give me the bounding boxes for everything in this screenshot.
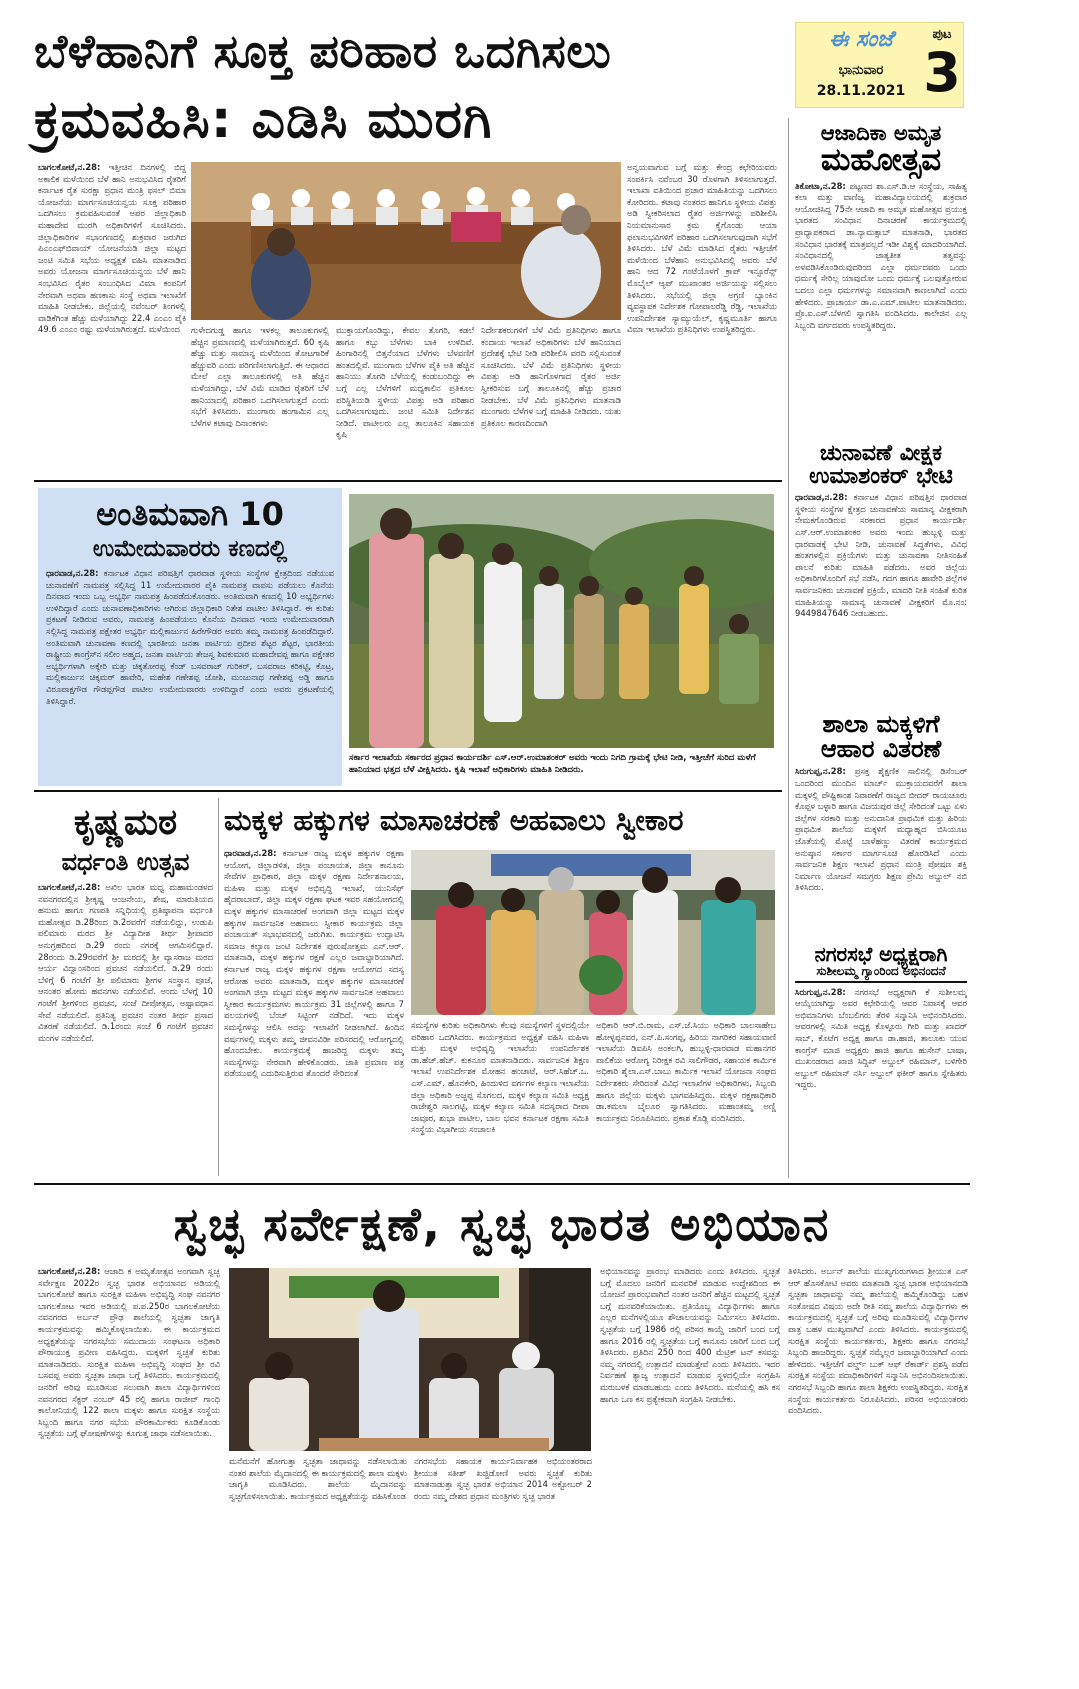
meeting-photo-illustration xyxy=(191,162,621,320)
children-event-photo xyxy=(411,850,775,1015)
krishna-body xyxy=(38,882,213,1168)
swachh-col-5 xyxy=(788,1266,968,1674)
sidebar-3-text: ಪ್ರಸಕ್ತ ಶೈಕ್ಷಣಿಕ ಸಾಲಿನಲ್ಲಿ ಡಿಸೆಂಬರ್ ಒಂದರಿಂದ ಮುಂದಿನ ಮಾರ್ಚ್ ಮುಕ್ತಾಯದವರೆಗೆ ಶಾಲಾ ಮಕ್ಕಳಲ್ಲಿ ಪೌಷ್ಟಿಕಾಂಶ ನಿವಾರಣೆಗೆ ರಾಜ್ಯದ ಬೀದರ್ ರಾಯಚೂರು ಕೊಪ್ಪಳ ಬಳ್ಳಾರಿ ಹಾಗೂ ವಿಜಯಪುರ ಜಿಲ್ಲೆ ಸೇರಿದಂತೆ ಒಟ್ಟು ಏಳು ಜಿಲ್ಲೆಗಳ ಸರಕಾರಿ ಮತ್ತು ಅನುದಾನಿತ ಪ್ರಾಥಮಿಕ ಮತ್ತು ಹಿರಿಯ ಪ್ರಾಥಮಿಕ ಶಾಲೆಯ ಮಕ್ಕಳಿಗೆ ಮಧ್ಯಾಹ್ನದ ಬಿಸಿಯೂಟ ಜೊತೆಯಲ್ಲಿ ಮೊಟ್ಟೆ ಬಾಳೆಹಣ್ಣು ವಿತರಣೆ ಕಾರ್ಯಕ್ರಮದ ಅನುಷ್ಠಾನ ಸರ್ಕಾರ ಮಾರ್ಗಸೂಚಿ ಹೊರಡಿಸಿದೆ ಎಂದು ಸಾರ್ವಜನಿಕ ಶಿಕ್ಷಣ ಇಲಾಖೆ ಪ್ರಧಾನ ಮಂತ್ರಿ ಪೋಷಣ ಶಕ್ತಿ ನಿರ್ಮಾಣ ಯೋಜನೆ ಸಮಗ್ರರು ಶಿಕ್ಷಣ ಪ್ರೇಮಿ ಅಬ್ದುಲ್ ನಬಿ ತಿಳಿಸಿದರು. xyxy=(795,766,967,893)
lead-col-1 xyxy=(38,162,186,474)
lead-headline-line1: ಬೆಳೆಹಾನಿಗೆ ಸೂಕ್ತ ಪರಿಹಾರ ಒದಗಿಸಲು xyxy=(34,24,612,78)
krishna-story xyxy=(38,800,213,1180)
sidebar-1-headline-line1: ಆಜಾದಿಕಾ ಅಮೃತ xyxy=(820,121,942,145)
swachh-col4-text: ಅಭಿಯಾನವನ್ನು ಪ್ರಾರಂಭ ಮಾಡಿದರು ಎಂದು ತಿಳಿಸಿದರು. ಸ್ವಚ್ಛತೆ ಬಗ್ಗೆ ಮೊದಲು ಜನರಿಗೆ ಮನವರಿಕೆ ಮಾಡುವ ಉದ್ದೇಶದಿಂದ ಈ ಯೋಜನೆ ಪ್ರಾರಂಭವಾಗಿದೆ ನಂತರ ಜನರಿಗೆ ಹೆಚ್ಚಿನ ಮಟ್ಟದಲ್ಲಿ ಸ್ವಚ್ಛತೆ ಬಗ್ಗೆ ಮನವರಿಕೆಯಾಯಿತು. ಪ್ರತಿಯೊಬ್ಬ ವಿದ್ಯಾರ್ಥಿಗಳು ಹಾಗೂ ಎಲ್ಲರ ಮನೆಗಳಲ್ಲಿಯೂ ಶೌಚಾಲಯವನ್ನು ನಿರ್ಮಿಸಲು ತಿಳಿಸಿದರು. ಸ್ವಚ್ಛತೆಯ ಬಗ್ಗೆ 1986 ರಲ್ಲಿ ಪರಿಸರ ಕಾಯ್ದೆ ಜಾರಿಗೆ ಬಂದ ಬಗ್ಗೆ ಹಾಗೂ 2016 ರಲ್ಲಿ ಸ್ವಚ್ಛತೆಯ ಬಗ್ಗೆ ಕಾನೂನು ಜಾರಿಗೆ ಬಂದ ಬಗ್ಗೆ ತಿಳಿಸಿದರು. ಪ್ರತಿದಿನ 250 ರಿಂದ 400 ಮೆಟ್ರಿಕ್ ಟನ್ ಕಸವನ್ನು ನಮ್ಮ ನಗರದಲ್ಲಿ ಉತ್ಪಾದನೆ ಮಾಡುತ್ತೇವೆ ಎಂದು ತಿಳಿಸಿದರು. ಇದರ ನಿರ್ವಹಣೆ ತ್ಯಾಜ್ಯ ಉತ್ಪಾದನೆ ಮಾಡುವ ಸ್ಥಳದಲ್ಲಿಯೇ ಸಂಗ್ರಹಿಸಿ ಮರುಬಳಕೆ ಮಾಡಬಹುದು ಎಂದು ತಿಳಿಸಿದರು. ಮನೆಯಲ್ಲಿ ಹಸಿ ಕಸ ಹಾಗೂ ಒಣ ಕಸ ಪ್ರತ್ಯೇಕವಾಗಿ ಸಂಗ್ರಹಿಸಿ ನೀಡಬೇಕು. xyxy=(600,1266,780,1404)
children-col-2 xyxy=(411,1020,589,1176)
sidebar-4-body xyxy=(795,987,967,1167)
divider-bottom-section xyxy=(34,1183,970,1185)
lead-photo-meeting xyxy=(191,162,621,320)
swachh-event-photo xyxy=(229,1268,591,1451)
sidebar-1-body xyxy=(795,181,967,417)
children-photo-illustration xyxy=(411,850,775,1015)
swachh-col1-text: ಆಜಾದಿ ಕ ಅಮೃತೋತ್ಸವ ಅಂಗವಾಗಿ ಸ್ವಚ್ಛ ಸರ್ವೇಕ್ಷಣ 2022ರ ಸ್ವಚ್ಛ ಭಾರತ ಅಭಿಯಾನದ ಅಡಿಯಲ್ಲಿ ಬಾಗಲಕೋಟೆ ಹಾಗೂ ಸುರಕ್ಷಿತ ಮಹಿಳಾ ಅಭಿವೃದ್ಧಿ ಸಂಘ ನವನಗರ ಬಾಗಲಕೋಟ ಇವರ ಅಡಿಯಲ್ಲಿ ಪ.ಪ.250ರ ಬಾಗಲಕೋಟೆಯ ನವನಗರದ ಅರ್ಬನ್ ಪ್ರೌಢ ಶಾಲೆಯಲ್ಲಿ ಸ್ವಚ್ಛತಾ ಜಾಗೃತಿ ಕಾರ್ಯಕ್ರಮವನ್ನು ಹಮ್ಮಿಕೊಳ್ಳಲಾಯಿತು. ಈ ಕಾರ್ಯಕ್ರಮದ ಅಧ್ಯಕ್ಷತೆಯನ್ನು ನಗರಸಭೆಯ ಸಮುದಾಯ ಸಂಘಟನಾ ಅಧಿಕಾರಿ ಪೌರಾಯುಕ್ತ ಪ್ರವೀಣ ವಹಿಸಿದ್ದರು. ಮಕ್ಕಳಿಗೆ ಸ್ವಚ್ಛತೆ ಕುರಿತು ಮಾತನಾಡಿದರು. ಸುರಕ್ಷಿತ ಮಹಿಳಾ ಅಭಿವೃದ್ಧಿ ಸಂಘದ ಶ್ರೀ ರವಿ ಬಸವಪ್ಪ ಅವರು ಸ್ವಚ್ಛತಾ ಜಾಥಾ ಬಗ್ಗೆ ತಿಳಿಸಿದರು. ಕಾರ್ಯಕ್ರಮದಲ್ಲಿ ಜನರಿಗೆ ಅರಿವು ಮೂಡಿಸುವ ಸಲುವಾಗಿ ಶಾಲಾ ವಿದ್ಯಾರ್ಥಿಗಳಿಂದ ನವನಗರದ ಸೆಕ್ಟರ್ ನಂಬರ್ 45 ರಲ್ಲಿ ಹಾಗೂ ರಾಜೀವ್ ಗಾಂಧಿ ಕಾಲೋನಿಯಲ್ಲಿ 122 ಶಾಲಾ ಮಕ್ಕಳು ಹಾಗೂ ಸುರಕ್ಷಿತ ಸಂಸ್ಥೆಯ ಸಿಬ್ಬಂದಿ ಹಾಗೂ ನಗರ ಸಭೆಯ ಪೌರಕಾರ್ಮಿಕರು ಕೂಡಿಕೊಂಡು ಸ್ವಚ್ಛತೆಯ ಬಗ್ಗೆ ಘೋಷಣೆಗಳನ್ನು ಕೂಗುತ್ತ ಜಾಥಾ ನಡೆಸಲಾಯಿತು. xyxy=(38,1266,220,1439)
page-number: 3 xyxy=(923,41,961,104)
candidates-box xyxy=(38,488,342,786)
candidates-body xyxy=(46,568,334,776)
masthead-logo: ಈ ಸಂಜೆ xyxy=(829,27,893,52)
children-col-3 xyxy=(596,1020,776,1176)
children-col1-text: ಕರ್ನಾಟಕ ರಾಜ್ಯ ಮಕ್ಕಳ ಹಕ್ಕುಗಳ ರಕ್ಷಣಾ ಆಯೋಗ, ಜಿಲ್ಲಾಡಳಿತ, ಜಿಲ್ಲಾ ಪಂಚಾಯತ, ಜಿಲ್ಲಾ ಕಾನೂನು ಸೇವೆಗಳ ಪ್ರಾಧಿಕಾರ, ಜಿಲ್ಲಾ ಮಕ್ಕಳ ರಕ್ಷಣಾ ನಿರ್ದೇಶನಾಲಯ, ಮಹಿಳಾ ಮತ್ತು ಮಕ್ಕಳ ಅಭಿವೃದ್ಧಿ ಇಲಾಖೆ, ಯುನಿಸೆಫ್ ಹೈದರಾಬಾದ್, ಜಿಲ್ಲಾ ಮಕ್ಕಳ ರಕ್ಷಣಾ ಘಟಕ ಇವರ ಸಹಯೋಗದಲ್ಲಿ ಮಕ್ಕಳ ಹಕ್ಕುಗಳ ಮಾಸಾಚರಣೆ ಅಂಗವಾಗಿ ಜಿಲ್ಲಾ ಮಟ್ಟದ ಮಕ್ಕಳ ಹಕ್ಕುಗಳ ಸಾರ್ವಜನಿಕ ಅಹವಾಲು ಸ್ವೀಕಾರ ಕಾರ್ಯಕ್ರಮ ಜಿಲ್ಲಾ ಪಂಚಾಯತ್ ಸಭಾಭವನದಲ್ಲಿ ಜರುಗಿತು. ಕಾರ್ಯಕ್ರಮ ಉದ್ಘಾಟಿಸಿ ಸಮಾಜ ಕಲ್ಯಾಣ ಜಂಟಿ ನಿರ್ದೇಶಕ ಪುರುಷೋತ್ತಮ ಎನ್.ಆರ್. ಮಾತನಾಡಿ, ಮಕ್ಕಳ ಹಕ್ಕುಗಳ ರಕ್ಷಣೆ ಎಲ್ಲರ ಜವಾಬ್ದಾರಿಯಾಗಿದೆ. ಕರ್ನಾಟಕ ರಾಜ್ಯ ಮಕ್ಕಳ ಹಕ್ಕುಗಳ ರಕ್ಷಣಾ ಆಯೋಗದ ಸದಸ್ಯ ಆರೋಹ ಅವರು ಮಾತನಾಡಿ, ಮಕ್ಕಳ ಹಕ್ಕುಗಳ ಮಾಸಾಚರಣೆ ಅಂಗವಾಗಿ ಜಿಲ್ಲಾ ಮಟ್ಟದ ಮಕ್ಕಳ ಹಕ್ಕುಗಳ ಸಾರ್ವಜನಿಕ ಅಹವಾಲು ಸ್ವೀಕಾರ ಕಾರ್ಯಕ್ರಮಗಳು ಕಾರ್ಯಕ್ರಮ 31 ಜಿಲ್ಲೆಗಳಲ್ಲಿ ಹಾಗೂ 7 ವಲಯಗಳಲ್ಲಿ ಬೆಂಚ್ ಸಿಟ್ಟಿಂಗ್ ನಡೆದಿದೆ. ಇದು ಮಕ್ಕಳ ಸಮಸ್ಯೆಗಳನ್ನು ಆಲಿಸಿ ಅದನ್ನು ಇಲಾಖೆಗೆ ನೀಡಲಾಗಿದೆ. ಹಿಂದಿನ ವರ್ಷಗಳಲ್ಲಿ ಮಕ್ಕಳು ತಮ್ಮ ಜೀವನವಿಡೀ ಪರಿಸರದಲ್ಲಿ ಆರೋಗ್ಯದಲ್ಲಿ ಹೊಂದಬೇಕು. ಕಾರ್ಯಕ್ರಮಕ್ಕೆ ಹಾಜರಿದ್ದ ಮಕ್ಕಳು ತಮ್ಮ ಸಮಸ್ಯೆಗಳನ್ನು ನೇರವಾಗಿ ಹೇಳಿಕೊಂಡರು. ಜಾತಿ ಪ್ರಮಾಣ ಪತ್ರ ಪಡೆಯುವಲ್ಲಿ ಎದುರಿಸುತ್ತಿರುವ ತೊಂದರೆ ಸೇರಿದಂತೆ xyxy=(224,848,404,1079)
lead-col1-text: ಇತ್ತೀಚಿನ ದಿನಗಳಲ್ಲಿ ಬಿದ್ದ ಅಕಾಲಿಕ ಮಳೆಯಿಂದ ಬೆಳೆ ಹಾನಿ ಅನುಭವಿಸಿದ ರೈತರಿಗೆ ಕರ್ನಾಟಕ ರೈತ ಸುರಕ್ಷಾ ಪ್ರಧಾನ ಮಂತ್ರಿ ಫಸಲ್ ಬಿಮಾ ಯೋಜನೆಯ ಮಾರ್ಗಸೂಚಿಯನ್ವಯ ಸೂಕ್ತ ಪರಿಹಾರ ಒದಗಿಸಲು ಕ್ರಮವಹಿಸುವಂತೆ ಅಪರ ಜಿಲ್ಲಾಧಿಕಾರಿ ಮಹಾದೇವ ಮುರಗಿ ಅಧಿಕಾರಿಗಳಿಗೆ ಸೂಚಿಸಿದರು. ಜಿಲ್ಲಾಧಿಕಾರಿಗಳ ಸಭಾಂಗಣದಲ್ಲಿ ಶುಕ್ರವಾರ ಜರುಗಿದ ಪಿಎಂಎಫ್‍ಬಿವಾಯ್ ಯೋಜನೆಯಡಿ ಜಿಲ್ಲಾ ಮಟ್ಟದ ಜಂಟಿ ಸಮಿತಿ ಸಭೆಯ ಅಧ್ಯಕ್ಷತೆ ವಹಿಸಿ ಮಾತನಾಡಿದ ಅವರು ಯೋಜನಾ ಮಾರ್ಗಸೂಚಿಯನ್ವಯ ಬೆಳೆ ಹಾನಿ ಸಂಭವಿಸಿದ ರೈತರ ಸಂಬಂಧಿಸಿದ ವಿಮಾ ಕಂಪನಿಗೆ ನೇರವಾಗಿ ಅಥವಾ ಹಣಕಾಸು ಸಂಸ್ಥೆ ಅಥವಾ ಇಲಾಖೆಗೆ ಮಾಹಿತಿ ನೀಡಬೇಕು. ಜಿಲ್ಲೆಯಲ್ಲಿ ನವೆಂಬರ್ ತಿಂಗಳಲ್ಲಿ ವಾಡಿಕೆಗಿಂತ ಹೆಚ್ಚು ಮಳೆಯಾಗಿದ್ದು 22.4 ಎಂಎಂ ಪೈಕಿ 49.6 ಎಂಎಂ ರಷ್ಟು ಮಳೆಯಾಗಿರುತ್ತದೆ. ಮಳೆಯಿಂದ xyxy=(38,162,186,335)
sidebar-2-headline-line2: ಉಮಾಶಂಕರ್ ಭೇಟಿ xyxy=(809,464,953,490)
swachh-col-3 xyxy=(414,1456,592,1674)
sidebar-3-body xyxy=(795,766,967,931)
sidebar-1-dateline: ತಿಕೋಟಾ,ನ.28: xyxy=(795,180,846,191)
lead-col5-text: ಅನ್ವಯವಾಗುವ ಬಗ್ಗೆ ಮತ್ತು ಕೇಂದ್ರ ಕಛೇರಿಯವರು ಸಂಪರ್ಕಿಸಿ ನವೆಂಬರ 30 ರೊಳಗಾಗಿ ತಿಳಿಸಲಾಗುತ್ತದೆ. ಇಲಾಖಾ ವತಿಯಿಂದ ಪ್ರಚಾರ ಮಾಹಿತಿಯನ್ನು ಒದಗಿಸಲು ಕೋರಿದರು. ಕಟಾವು ನಂತರದ ಹಾನಿಗೂ ಸ್ಥಳೀಯ ವಿಪತ್ತು ಅಡಿ ಸ್ವೀಕರಿಸಲಾದ ರೈತರ ಅರ್ಜಿಗಳನ್ನು ಪರಿಶೀಲಿಸಿ ನಿಯಮಾನುಸಾರ ಕ್ರಮ ಕೈಗೊಂಡು ಆಯಾ ಫಲಾನುಭವಿಗಳಿಗೆ ಪರಿಹಾರ ಒದಗಿಸಲಾಗುವುದಾಗಿ ಸಭೆಗೆ ತಿಳಿಸಿದರು. ಬೆಳೆ ವಿಮೆ ಮಾಡಿಸಿದ ರೈತರು ಇತ್ತೀಚೆಗೆ ಮಳೆಯಿಂದ ಬೆಳೆಹಾನಿ ಅನುಭವಿಸಿದಲ್ಲಿ ಅವರು ಬೆಳೆ ಹಾನಿ ಆದ 72 ಗಂಟೆಯೊಳಗೆ ಕ್ರಾಪ್ ಇನ್ಸೂರೆನ್ಸ್ ಮೊಬೈಲ್ ಆ್ಯಪ್ ಮುಖಾಂತರ ಅರ್ಜಿಯನ್ನು ಸಲ್ಲಿಸಲು ತಿಳಿಸಿದರು. ಸಭೆಯಲ್ಲಿ ಜಿಲ್ಲಾ ಅಗ್ರಣಿ ಬ್ಯಾಂಕಿನ ವ್ಯವಸ್ಥಾಪಕ ನಿರ್ದೇಶಕ ಗೋಪಾಲರೆಡ್ಡಿ ರೆಡ್ಡಿ, ಇಲಾಖೆಯ ಉಪನಿರ್ದೇಶಕ ಸ್ಯಾಮ್ಯುಯೆಲ್, ಕೃಷ್ಣಮೂರ್ತಿ ಹಾಗೂ ವಿಮಾ ಇಲಾಖೆಯ ಪ್ರತಿನಿಧಿಗಳು ಉಪಸ್ಥಿತರಿದ್ದರು. xyxy=(627,162,777,335)
sidebar-story-2 xyxy=(795,442,967,707)
sidebar-2-body xyxy=(795,492,967,697)
masthead-box xyxy=(795,22,964,108)
sidebar-4-dateline: ಸಿರುಗುಪ್ಪ,ನ.28: xyxy=(795,986,846,997)
sidebar-4-headline-line2: ಸುಶೀಲಮ್ಮ ಗ್ಯಾಂರಿಂದ ಅಭಿನಂದನೆ xyxy=(795,965,967,983)
krishna-headline-line2: ವರ್ಧಂತಿ ಉತ್ಸವ xyxy=(61,848,190,876)
lead-col3-text: ಮುಕ್ತಾಯಗೊಂಡಿದ್ದು, ಕೇವಲ ತೊಗರಿ, ಕಡಲೆ ಹಾಗೂ ಕಬ್ಬು ಬೆಳೆಗಳು ಬಾಕಿ ಉಳಿದಿವೆ. ಹಿಂಗಾರಿನಲ್ಲಿ ಬಿತ್ತನೆಯಾದ ಬೆಳೆಗಳು ಬೆಳವಣಿಗೆ ಹಂತದಲ್ಲಿವೆ. ಮುಂಗಾರು ಬೆಳೆಗಳ ಪೈಕಿ ಅತಿ ಹೆಚ್ಚಿನ ಹಾನಿಯು ತೊಗರಿ ಬೆಳೆಯಲ್ಲಿ ಕಂಡುಬಂದಿದ್ದು ಈ ಬಗ್ಗೆ ಎಲ್ಲ ಬೆಳೆಗಳಿಗೆ ಮಧ್ಯಕಾಲಿನ ಪ್ರತಿಕೂಲ ಪರಿಸ್ಥಿತಿಯಡಿ ಸ್ಥಳೀಯ ವಿಪತ್ತು ಅಡಿ ಪರಿಹಾರ ಒದಗಿಸಲಾಗುವುದು. ಜಂಟಿ ಸಮಿತಿ ನಿರ್ದೇಶನ ನೀಡಿದೆ. ಪಾಟೀಲರು ಎಲ್ಲ ತಾಲೂಕಿನ ಸಹಾಯಕ ಕೃಷಿ xyxy=(336,325,474,440)
sidebar-story-4 xyxy=(795,944,967,1176)
lead-col2-text: ಗುಳೇದಗುಡ್ಡ ಹಾಗೂ ಇಳಕಲ್ಲ ತಾಲೂಕುಗಳಲ್ಲಿ ಹೆಚ್ಚಿನ ಪ್ರಮಾಣದಲ್ಲಿ ಮಳೆಯಾಗಿರುತ್ತದೆ. 60 ಕೃಷಿ ಹೆಚ್ಚು ಮತ್ತು ಸಾಮಾನ್ಯ ಮಳೆಯಿಂದ ತೋಟಗಾರಿಕೆ ಹೆಚ್ಚುವರಿ ಎಂದು ಪರಿಗಣಿಸಲಾಗುತ್ತಿದೆ. ಈ ಆಧಾರದ ಮೇಲೆ ಎಲ್ಲಾ ತಾಲೂಕುಗಳಲ್ಲಿ ಅತಿ ಹೆಚ್ಚಿನ ಮಳೆಯಾಗಿದ್ದು, ಬೆಳೆ ವಿಮೆ ಮಾಡಿದ ರೈತರಿಗೆ ಬೆಳೆ ಹಾನಿಯಾದಲ್ಲಿ ಪರಿಹಾರ ಒದಗಿಸಲಾಗುತ್ತದೆ ಎಂದು ಸಭೆಗೆ ತಿಳಿಸಿದರು. ಮುಂಗಾರು ಹಂಗಾಮಿನ ಎಲ್ಲ ಬೆಳೆಗಳ ಕಟಾವು ದಿನಾಂಕಗಳು xyxy=(191,325,329,428)
divider-mid xyxy=(34,790,782,792)
candidates-dateline: ಧಾರವಾಡ,ನ.28: xyxy=(46,568,99,578)
swachh-col-4 xyxy=(600,1266,780,1674)
children-col-1 xyxy=(224,848,404,1176)
lead-col4-text: ನಿರ್ದೇಶಕರುಗಳಿಗೆ ಬೆಳೆ ವಿಮೆ ಪ್ರತಿನಿಧಿಗಳು ಹಾಗೂ ಕಂದಾಯ ಇಲಾಖೆ ಅಧಿಕಾರಿಗಳು ಬೆಳೆ ಹಾನಿಯಾದ ಪ್ರದೇಶಕ್ಕೆ ಭೇಟಿ ನೀಡಿ ಪರಿಶೀಲಿಸಿ ವರದಿ ಸಲ್ಲಿಸುವಂತೆ ಸೂಚಿಸಿದರು. ಬೆಳೆ ವಿಮೆ ಪ್ರತಿನಿಧಿಗಳು ಸ್ಥಳೀಯ ವಿಪತ್ತು ಅಡಿ ಹಾನಿಗೊಳಗಾದ ರೈತರ ಅರ್ಜಿ ಸ್ವೀಕರಿಸುವ ಬಗ್ಗೆ ತಾಲೂಕಿನಲ್ಲಿ ಹೆಚ್ಚು ಪ್ರಚಾರ ನೀಡಬೇಕು. ಬೆಳೆ ವಿಮೆ ಪ್ರತಿನಿಧಿಗಳು ಮಾತನಾಡಿ ಮುಂಗಾರು ಬೆಳೆಗಳ ಬಗ್ಗೆ ಮಾಹಿತಿ ನೀಡಿದರು. ಯತು ಪ್ರತಿಕೂಲ ಕಾರಣದಿಂದಾಗಿ xyxy=(481,325,621,428)
sidebar-3-dateline: ಸಿರುಗುಪ್ಪ,ನ.28: xyxy=(795,766,846,777)
children-col2-text: ಸಮಸ್ಯೆಗಳ ಕುರಿತು ಅಧಿಕಾರಿಗಳು ಕೆಲವು ಸಮಸ್ಯೆಗಳಿಗೆ ಸ್ಥಳದಲ್ಲಿಯೇ ಪರಿಹಾರ ಒದಗಿಸಿದರು. ಕಾರ್ಯಕ್ರಮದ ಅಧ್ಯಕ್ಷತೆ ವಹಿಸಿ ಮಹಿಳಾ ಮತ್ತು ಮಕ್ಕಳ ಅಭಿವೃದ್ಧಿ ಇಲಾಖೆಯ ಉಪನಿರ್ದೇಶಕ ಡಾ.ಹೆಚ್.ಹೆಚ್. ಕುಕನೂರ ಮಾತನಾಡಿದರು. ಸಾರ್ವಜನಿಕ ಶಿಕ್ಷಣ ಇಲಾಖೆ ಉಪನಿರ್ದೇಶಕ ಮೋಹನ ಹಂಚಾಟೆ, ಆರ್.ಸಿಹೆಚ್.ಒ. ಎಸ್.ಎಮ್. ಹೊನಕೇರಿ, ಹಿಂದುಳಿದ ವರ್ಗಗಳ ಕಲ್ಯಾಣ ಇಲಾಖೆಯ ಜಿಲ್ಲಾ ಅಧಿಕಾರಿ ಅಜ್ಜಪ್ಪ ಸೊಗಲದ, ಮಕ್ಕಳ ಕಲ್ಯಾಣ ಸಮಿತಿ ಅಧ್ಯಕ್ಷ ರಾಜೇಶ್ವರಿ ಸಾಲಗಟ್ಟಿ, ಮಕ್ಕಳ ಕಲ್ಯಾಣ ಸಮಿತಿ ಸದಸ್ಯರಾದ ದೀಪಾ ಜಾವೂರ, ಶುಭಾ ಪಾಟೀಲ, ಬಾಲ ಭವನ ಕರ್ನಾಟಕ ರಕ್ಷಣಾ ಸಮಿತಿ ಸಂಸ್ಥೆಯ ವಿಭಾಗೀಯ ಸಂಚಾಲಕಿ xyxy=(411,1020,589,1135)
candidates-text: ಕರ್ನಾಟಕ ವಿಧಾನ ಪರಿಷತ್ತಿಗೆ ಧಾರವಾಡ ಸ್ಥಳೀಯ ಸಂಸ್ಥೆಗಳ ಕ್ಷೇತ್ರದಿಂದ ನಡೆಯುವ ಚುನಾವಣೆಗೆ ನಾಮಪತ್ರ ಸಲ್ಲಿಸಿದ್ದ 11 ಉಮೇದುವಾರರ ಪೈಕಿ ನಾಮಪತ್ರ ವಾಪಸು ಪಡೆಯಲು ಕೊನೆಯ ದಿನವಾದ ಇಂದು ಒಬ್ಬ ಅಭ್ಯರ್ಥಿ ನಾಮಪತ್ರ ಹಿಂಪಡೆದುಕೊಂಡರು. ಅಂತಿಮವಾಗಿ ಕಣದಲ್ಲಿ 10 ಅಭ್ಯರ್ಥಿಗಳು ಉಳಿದಿದ್ದಾರೆ ಎಂದು ಚುನಾವಣಾಧಿಕಾರಿಗಳು ಆಗಿರುವ ಜಿಲ್ಲಾಧಿಕಾರಿ ನಿತೇಶ ಪಾಟೀಲ ತಿಳಿಸಿದ್ದಾರೆ. ಈ ಕುರಿತು ಪ್ರಕಟಣೆ ನೀಡಿರುವ ಅವರು, ನಾಮಪತ್ರ ಹಿಂಪಡೆಯಲು ಕೊನೆಯ ದಿನವಾದ ಇಂದು ಉಮೇದುವಾರರಾಗಿ ಸಲ್ಲಿಸಿದ್ದ ನಾಮಪತ್ರ ಪಕ್ಷೇತರ ಅಭ್ಯರ್ಥಿ ಮಲ್ಲಿಕಾರ್ಜುನ ಹಿರೇಗೌಡರ ಅವರು ತಮ್ಮ ನಾಮಪತ್ರ ಹಿಂಪಡೆದಿದ್ದಾರೆ. ಅಂತಿಮವಾಗಿ ಚುನಾವಣಾ ಕಣದಲ್ಲಿ ಭಾರತೀಯ ಜನತಾ ಪಾರ್ಟಿಯ ಪ್ರದೀಪ ಶೆಟ್ಟರ ಶೆಟ್ಟರ, ಭಾರತೀಯ ರಾಷ್ಟ್ರೀಯ ಕಾಂಗ್ರೆಸ್‍ನ ಸಲೀಂ ಅಹ್ಮದ, ಜನತಾ ಪಾರ್ಟಿಯ ತೇಜಸ್ವ ಶಿವಕುಮಾರ ಮಹಾದೇವಪ್ಪ ಹಾಗೂ ಪಕ್ಷೇತರ ಅಭ್ಯರ್ಥಿಗಳಾಗಿ ಅಕ್ಕೇರಿ ಮತ್ತು ಚಿಕ್ಕತೋರಪ್ಪ ಕೆಂಡ್ ಬಸವರಾಜ್ ಗುರಿಕರ್, ಬಸವರಾಜ ಕರಿಕಟ್ಟಿ, ಕೊಟ್ರ, ಮಲ್ಲಿಕಾರ್ಜುನ ಚಿಕ್ಕಮಠ್ ಹಾವೇರಿ, ಮಹೇಶ ಗಣೇಶಪ್ಪ ಜೋಶಿ, ಮಂಜುನಾಥ ಗಣೇಶಪ್ಪ ಅಡ್ಡಿ ಹಾಗೂ ವಿರೂಪಾಕ್ಷಗೌಡ ಗೌಡಪ್ಪಗೌಡ ಪಾಟೀಲ ಉಮೇದುವಾರರು ಉಳಿದಿದ್ದಾರೆ ಎಂದು ಅವರು ಪ್ರಕಟಣೆಯಲ್ಲಿ ತಿಳಿಸಿದ್ದಾರೆ. xyxy=(46,568,334,706)
sidebar-2-dateline: ಧಾರವಾಡ,ನ.28: xyxy=(795,492,848,503)
lead-headline-line2: ಕ್ರಮವಹಿಸಿ: ಎಡಿಸಿ ಮುರಗಿ xyxy=(34,90,493,150)
sidebar-3-headline-line2: ಆಹಾರ ವಿತರಣೆ xyxy=(820,735,942,764)
krishna-dateline: ಬಾಗಲಕೋಟೆ,ನ.28: xyxy=(38,882,101,892)
sidebar-1-text: ಪಟ್ಟಣದ ಶಾ.ಎಸ್.ಡಿ.ಆ ಸಂಸ್ಥೆಯ, ಸಾಹಿತ್ಯ ಕಲಾ ಮತ್ತು ವಾಣಿಜ್ಯ ಮಹಾವಿದ್ಯಾಲಯದಲ್ಲಿ ಶುಕ್ರವಾರ ಆಯೋಜಿಸಿದ್ದ 75ನೇ ಆಜಾದಿ ಕಾ ಅಮೃತ ಮಹೋತ್ಸವ ಪ್ರಯುಕ್ತ ಭಾರತದ ಸಂವಿಧಾನ ದಿನಾಚರಣೆ ಕಾರ್ಯಕ್ರಮದಲ್ಲಿ ಪ್ರಾಧ್ಯಾಪಕರಾದ ಡಾ.ನ್ಯಾಮತ್ಸಾಬ್ ಮಾತನಾಡಿ, ಭಾರತದ ಸಂವಿಧಾನ ಭಾರತಕ್ಕೆ ಮಾತ್ರವಲ್ಲದೆ ಇಡೀ ವಿಶ್ವಕ್ಕೆ ಮಾದರಿಯಾಗಿದೆ. ಸಂವಿಧಾನದಲ್ಲಿ ಜಾತ್ಯತೀತ ತತ್ವವನ್ನು ಅಳವಡಿಸಿಕೊಂಡಿರುವುದರಿಂದ ಎಲ್ಲಾ ಧರ್ಮದವರು ಒಂದು ಧರ್ಮಕ್ಕೆ ಸೇರಿಲ್ಲ ಯಾವುದೋ ಒಂದು ಧರ್ಮಕ್ಕೆ ಒಲವುತ್ತೋರುವ ಬದಲು ಎಲ್ಲಾ ಧರ್ಮಗಳನ್ನು ಸಮಾನವಾಗಿ ಕಾಣಲಾಗಿದೆ ಎಂದು ಹೇಳಿದರು. ಪ್ರಾಚಾರ್ಯ ಡಾ.ಎ.ಎಮ್.ಪಾಟೀಲ ಮಾತನಾಡಿದರು. ಪ್ರೊ.ಐ.ಎಸ್.ಬೆಳಗಲಿ ಸ್ವಾಗತಿಸಿ ವಂದಿಸಿದರು. ಕಾಲೇಜಿನ ಎಲ್ಲ ಸಿಬ್ಬಂದಿ ವರ್ಗದವರು ಉಪಸ್ಥಿತರಿದ್ದರು. xyxy=(795,180,967,330)
candidates-headline-line2: ಉಮೇದುವಾರರು ಕಣದಲ್ಲಿ xyxy=(92,536,288,562)
krishna-text: ಅಖಿಲ ಭಾರತ ಮಧ್ವ ಮಹಾಮಂಡಳದ ನವನಗರದಲ್ಲಿನ ಶ್ರೀಕೃಷ್ಣ ಆಂಜನೇಯ, ಶೇಷ, ಮಾರುತಿಯದ ಹನುಮ ಹಾಗೂ ಗಣಪತಿ ಸನ್ನಿಧಿಯಲ್ಲಿ ಪ್ರತಿಷ್ಠಾಪನಾ ವರ್ಧಂತಿ ಮಹೋತ್ಸವ ಡಿ.28ರಿಂದ ಡಿ.2ರವರೆಗೆ ನಡೆಯಲಿದ್ದು, ಉಡುಪಿ ಪಲಿಮಾರು ಮಠದ ಶ್ರೀ ವಿದ್ಯಾದೀಶ ತೀರ್ಥ ಶ್ರೀಪಾದರ ಅನುಗ್ರಹದಿಂದ ಡಿ.29 ರಂದು ನಗರಕ್ಕೆ ಆಗಮಿಸಲಿದ್ದಾರೆ. 28ರಂದು ಡಿ.29ರವರೆಗೆ ಶ್ರೀ ಮಠದಲ್ಲಿ ಶ್ರೀ ವ್ಯಾಸರಾಜ ಮಠದ ಆರ್ಯ ವಿದ್ವಾಂಸರಿಂದ ಪ್ರವಚನ ನಡೆಯಲಿದೆ. ಡಿ.29 ರಂದು ಬೆಳಿಗ್ಗೆ 6 ಗಂಟೆಗೆ ಶ್ರೀ ಪಲಿಮಾರು ಶ್ರೀಗಳ ಸಂಸ್ಥಾನ ಪೂಜೆ, ಆನಂತರ ಹೋಮ ಹವನಗಳು ನಡೆಯಲಿವೆ. ಅಂದು ಬೆಳಗ್ಗೆ 10 ಗಂಟೆಗೆ ಶ್ರೀಗಳಿಂದ ಪ್ರವಚನ, ಸಂಜೆ ದೀಪೋತ್ಸವ, ಅಷ್ಟಾವಧಾನ ಸೇವೆ ನಡೆಯಲಿದೆ. ಪ್ರತಿನಿತ್ಯ ಪ್ರವಚನ ನಂತರ ತೀರ್ಥ ಪ್ರಸಾದ ವಿತರಣೆ ನಡೆಯಲಿದೆ. ಡಿ.1ರಂದು ಸಂಜೆ 6 ಗಂಟೆಗೆ ಪ್ರವಚನ ಮಂಗಳ ನಡೆಯಲಿದೆ. xyxy=(38,882,213,1043)
sidebar-4-headline-line1: ನಗರಸಭೆ ಅಧ್ಯಕ್ಷರಾಗಿ xyxy=(814,942,948,966)
masthead-date: 28.11.2021 xyxy=(816,83,906,99)
page-label: ಪುಟ xyxy=(932,27,952,42)
sidebar-2-text: ಕರ್ನಾಟಕ ವಿಧಾನ ಪರಿಷತ್ತಿನ ಧಾರವಾಡ ಸ್ಥಳೀಯ ಸಂಸ್ಥೆಗಳ ಕ್ಷೇತ್ರದ ಚುನಾವಣೆಯ ಸಾಮಾನ್ಯ ವೀಕ್ಷಕರಾಗಿ ನೇಮಕಗೊಂಡಿರುವ ಸರಕಾರದ ಪ್ರಧಾನ ಕಾರ್ಯದರ್ಶಿ ಎಸ್.ಆರ್.ಉಮಾಶಂಕರ ಅವರು ಇಂದು ಹುಬ್ಬಳ್ಳಿ ಮತ್ತು ಧಾರವಾಡಕ್ಕೆ ಭೇಟಿ ನೀಡಿ, ಚುನಾವಣೆ ಸಿದ್ಧತೆಗಳು, ವಿವಿಧ ಹಂತಗಳಲ್ಲಿನ ಪ್ರಕ್ರಿಯೆಗಳು ಮತ್ತು ಚುನಾವಣಾ ನೀತಿಸಂಹಿತೆ ಪಾಲನೆ ಕುರಿತು ಮಾಹಿತಿ ಪಡೆದರು. ಅವರ ಜಿಲ್ಲೆಯ ಅಧಿಕಾರಿಗಳೊಂದಿಗೆ ಸಭೆ ನಡೆಸಿ, ಗದಗ ಹಾಗೂ ಹಾವೇರಿ ಜಿಲ್ಲೆಗಳ ಸಾರ್ವಜನಿಕರು ಚುನಾವಣೆ ಪ್ರಕ್ರಿಯೆ, ಮಾದರಿ ನೀತಿ ಸಂಹಿತೆ ಕುರಿತ ಮಾಹಿತಿಯನ್ನು ಸಾಮಾನ್ಯ ಚುನಾವಣೆ ವೀಕ್ಷಕರಿಗೆ ಮೊ.ನಂ: 9449847646 ನೀಡಬಹುದು. xyxy=(795,492,967,619)
lead-col-5 xyxy=(627,162,777,474)
lead-headline xyxy=(34,18,784,158)
field-visit-photo xyxy=(349,494,774,748)
field-photo-caption: ಸರ್ಕಾರ ಇಲಾಖೆಯ ಸರ್ಕಾರದ ಪ್ರಧಾನ ಕಾರ್ಯದರ್ಶಿ ಎಸ್.ಆರ್.ಉಮಾಶಂಕರ್ ಅವರು ಇಂದು ನಿಗದಿ ಗ್ರಾಮಕ್ಕೆ ಭೇಟಿ ನೀಡಿ, ಇತ್ತೀಚೆಗೆ ಸುರಿದ ಮಳೆಗೆ ಹಾನಿಯಾದ ಭತ್ತದ ಬೆಳೆ ವೀಕ್ಷಿಸಿದರು. ಕೃಷಿ ಇಲಾಖೆ ಅಧಿಕಾರಿಗಳು ಮಾಹಿತಿ ನೀಡಿದರು. xyxy=(349,753,756,775)
divider-krishna xyxy=(218,798,219,1176)
swachh-col3-text: ನಗರಸಭೆಯ ಸಹಾಯಕ ಕಾರ್ಯನಿರ್ವಾಹಕ ಅಭಿಯಂತರರಾದ ಶ್ರೀಯುತ ಸತೀಶ್ ಖಜ್ಜಿಡೋಣಿ ಅವರು ಸ್ವಚ್ಛತೆ ಕುರಿತು ಮಾತನಾಡುತ್ತಾ ಸ್ವಚ್ಛ ಭಾರತ ಅಭಿಯಾನ 2014 ಅಕ್ಟೋಬರ್ 2 ರಂದು ನಮ್ಮ ದೇಶದ ಪ್ರಧಾನ ಮಂತ್ರಿಗಳು ಸ್ವಚ್ಛ ಭಾರತ xyxy=(414,1456,592,1501)
children-dateline: ಧಾರವಾಡ,ನ.28: xyxy=(224,848,277,858)
krishna-headline-line1: ಕೃಷ್ಣಮಠ xyxy=(73,802,178,843)
lead-dateline: ಬಾಗಲಕೋಟೆ,ನ.28: xyxy=(38,162,101,172)
lead-col-4 xyxy=(481,325,621,475)
sidebar-1-headline-line2: ಮಹೋತ್ಸವ xyxy=(820,142,942,179)
swachh-dateline: ಬಾಗಲಕೋಟೆ,ನ.28: xyxy=(38,1266,101,1276)
swachh-col2-text: ಮನೆಮನೆಗೆ ಹೋಗುತ್ತಾ ಸ್ವಚ್ಛತಾ ಜಾಥಾವನ್ನು ನಡೆಸಲಾಯಿತು ನಂತರ ಶಾಲೆಯ ಮೈದಾನದಲ್ಲಿ ಈ ಕಾರ್ಯಕ್ರಮದಲ್ಲಿ ಶಾಲಾ ಮಕ್ಕಳು ಜಾಗೃತಿ ಮೂಡಿಸಿದರು. ಶಾಲೆಯ ಮೈದಾನವನ್ನು ಸ್ವಚ್ಛಗೊಳಿಸಲಾಯಿತು. ಕಾರ್ಯಕ್ರಮದ ಅಧ್ಯಕ್ಷತೆಯನ್ನು ವಹಿಸಿಕೊಂಡ xyxy=(229,1456,407,1501)
masthead-day: ಭಾನುವಾರ xyxy=(838,63,884,78)
candidates-headline-line1: ಅಂತಿಮವಾಗಿ 10 xyxy=(96,495,284,533)
divider-sidebar xyxy=(788,118,789,1178)
sidebar-3-headline-line1: ಶಾಲಾ ಮಕ್ಕಳಿಗೆ xyxy=(822,710,940,738)
swachh-col-1 xyxy=(38,1266,220,1674)
swachh-col5-text: ತಿಳಿಸಿದರು. ಅರ್ಬನ್ ಶಾಲೆಯ ಮುಖ್ಯಗುರುಗಳಾದ ಶ್ರೀಯುತ ಎಸ್ ಆರ್ ಹೊಸಕೋಟಿ ಅವರು ಮಾತನಾಡಿ ಸ್ವಚ್ಛ ಭಾರತ ಅಭಿಯಾನದಡಿ ಸ್ವಚ್ಛತಾ ಜಾಥಾವನ್ನು ನಮ್ಮ ಶಾಲೆಯಲ್ಲಿ ಹಮ್ಮಿಕೊಂಡಿದ್ದು ಬಹಳ ಸಂತೋಷದ ವಿಷಯ ಅದೇ ರೀತಿ ನಮ್ಮ ಶಾಲೆಯ ವಿದ್ಯಾರ್ಥಿಗಳು ಈ ಕಾರ್ಯಕ್ರಮದಲ್ಲಿ ಸ್ವಚ್ಛತೆ ಬಗ್ಗೆ ಅರಿವು ಮೂಡಿಸುವಲ್ಲಿ ವಿದ್ಯಾರ್ಥಿಗಳ ಪಾತ್ರ ಬಹಳ ಮುಖ್ಯವಾಗಿದೆ ಎಂದು ತಿಳಿಸಿದರು. ಕಾರ್ಯಕ್ರಮದಲ್ಲಿ ಸುರಕ್ಷಿತ ಸಂಸ್ಥೆಯ ಕಾರ್ಯಕರ್ತರು, ಶಿಕ್ಷಕರು ಹಾಗೂ ನಗರಸಭೆ ಸಿಬ್ಬಂದಿ ಹಾಜರಿದ್ದರು. ಸ್ವಚ್ಛತೆ ನಮ್ಮೆಲ್ಲರ ಜವಾಬ್ದಾರಿಯಾಗಿದೆ ಎಂದು ಹೇಳಿದರು. ಇತ್ತೀಚೆಗೆ ವರ್ಲ್ಡ್ ಬುಕ್ ಆಫ್ ರೆಕಾರ್ಡ್ ಪ್ರಶಸ್ತಿ ಪಡೆದ ಸುರಕ್ಷಿತ ಸಂಸ್ಥೆಯ ಪದಾಧಿಕಾರಿಗಳಿಗೆ ಸನ್ಮಾನಿಸಿ ಅಭಿನಂದಿಸಲಾಯಿತು. ನಗರಸಭೆ ಸಿಬ್ಬಂದಿ ಹಾಗೂ ಶಾಲಾ ಶಿಕ್ಷಕರು ಉಪಸ್ಥಿತರಿದ್ದರು. ಸುರಕ್ಷಿತ ಸಂಸ್ಥೆಯ ಕಾರ್ಯಕರ್ತರು ನಿರೂಪಿಸಿದರು. ಪರಿಸರ ಅಭಿಯಂತರರು ವಂದಿಸಿದರು. xyxy=(788,1266,968,1416)
swachh-col-2 xyxy=(229,1456,407,1674)
lead-col-2 xyxy=(191,325,329,475)
swachh-photo-illustration xyxy=(229,1268,591,1451)
children-headline: ಮಕ್ಕಳ ಹಕ್ಕುಗಳ ಮಾಸಾಚರಣೆ ಅಹವಾಲು ಸ್ವೀಕಾರ xyxy=(224,803,684,837)
sidebar-4-text: ನಗರಸಭೆ ಅಧ್ಯಕ್ಷರಾಗಿ ಕೆ ಸುಶೀಲಮ್ಮ ಆಯ್ಕೆಯಾಗಿದ್ದು ಅವರ ಕಛೇರಿಯಲ್ಲಿ ಆವರ ನಿವಾಸಕ್ಕೆ ಆವರ ಅಭಿಮಾನಿಗಳು ಬೆಂಬಲಿಗರು ತೆರಳಿ ಸನ್ಮಾನಿಸಿ ಅಭಿನಂದಿಸಿದರು. ಆವರಗಳಲ್ಲಿ ಸಮಿತಿ ಅಧ್ಯಕ್ಷ ಕೊಳ್ಳೂರು ಗೀರಿ ಮತ್ತು ಖಾದರ್ ಸಾಬ್, ಕೊಟೆಗ ಅಧ್ಯಕ್ಷ ಹಾಗೂ ಡಾ.ಹಾಜಿ, ತಾಲೂಕು ಯುವ ಕಾಂಗ್ರೆಸ್ ಮಾಜಿ ಅಧ್ಯಕ್ಷರು ಹಾಜಿ ಹಾಗೂ ಹುಸೇನ್ ಬಾಷಾ, ಮುಖಂಡರಾದ ಖಾಜಿ ಸಿದ್ದಿಖ್ ಅಬ್ದುಲ್ ರಹಿಮಾನ್, ಬಳಿಗೇರಿ ಅಬ್ದುಲ್ ರಹಿಮಾನ್ ನರ್ಸಿ ಅಬ್ದುಲ್ ಫಕೀರ್ ಹಾಗೂ ಸ್ನೇಹಿತರು ಇದ್ದರು. xyxy=(795,986,967,1090)
field-photo-illustration xyxy=(349,494,774,748)
swachh-headline: ಸ್ವಚ್ಛ ಸರ್ವೇಕ್ಷಣೆ, ಸ್ವಚ್ಛ ಭಾರತ ಅಭಿಯಾನ xyxy=(173,1197,831,1251)
divider-lead-bottom xyxy=(34,480,782,482)
children-col3-text: ಅಧಿಕಾರಿ ಆರ್.ಬಿ.ರಾಮ, ಎಸ್.ಜೆ.ಸಿಯು ಅಧಿಕಾರಿ ಬಾಲಸಾಹೇಬ ಹೋಳ್ಳಪ್ಪನವರ, ಎನ್.ಪಿ.ಸಂಗಪ್ಪ, ಹಿರಿಯ ನಾಗರಿಕರ ಸಹಾಯವಾಣಿ ಇಲಾಖೆಯ ಡಿಐಪಿಸಿ ಅಂಕಲಗಿ, ಹುಬ್ಬಳ್ಳಿ-ಧಾರವಾಡ ಮಹಾನಗರ ಪಾಲಿಕೆಯ ಆರೋಗ್ಯ ನಿರೀಕ್ಷಕ ರವಿ ಸಾಲಿಗೌಡರ, ಸಹಾಯಕ ಕಾರ್ಮಿಕ ಅಧಿಕಾರಿ ಶೈಲಾ.ಎಸ್.ಬಾಬು ಕಾರ್ಮಿಕ ಇಲಾಖೆ ಯೋಜನಾ ಸಂಘದ ನಿರ್ದೇಶಕರು ಸೇರಿದಂತೆ ವಿವಿಧ ಇಲಾಖೆಗಳ ಅಧಿಕಾರಿಗಳು, ಸಿಬ್ಬಂದಿ ಹಾಗೂ ಜಿಲ್ಲೆಯ ಮಕ್ಕಳು ಭಾಗವಹಿಸಿದ್ದರು. ಮಕ್ಕಳ ರಕ್ಷಣಾಧಿಕಾರಿ ಡಾ.ಕಮಲಾ ಬೈಲೂರ ಸ್ವಾಗತಿಸಿದರು. ಮಹಾಂತಮ್ಮ ಅಣ್ಣಿ ಕಾರ್ಯಕ್ರಮ ನಿರೂಪಿಸಿದರು. ಪ್ರಕಾಶ ಕೊಡ್ಲಿ ವಂದಿಸಿದರು. xyxy=(596,1020,776,1123)
sidebar-2-headline-line1: ಚುನಾವಣೆ ವೀಕ್ಷಕ xyxy=(819,441,943,466)
sidebar-story-3 xyxy=(795,712,967,940)
lead-col-3 xyxy=(336,325,474,475)
sidebar-story-1 xyxy=(795,122,967,432)
